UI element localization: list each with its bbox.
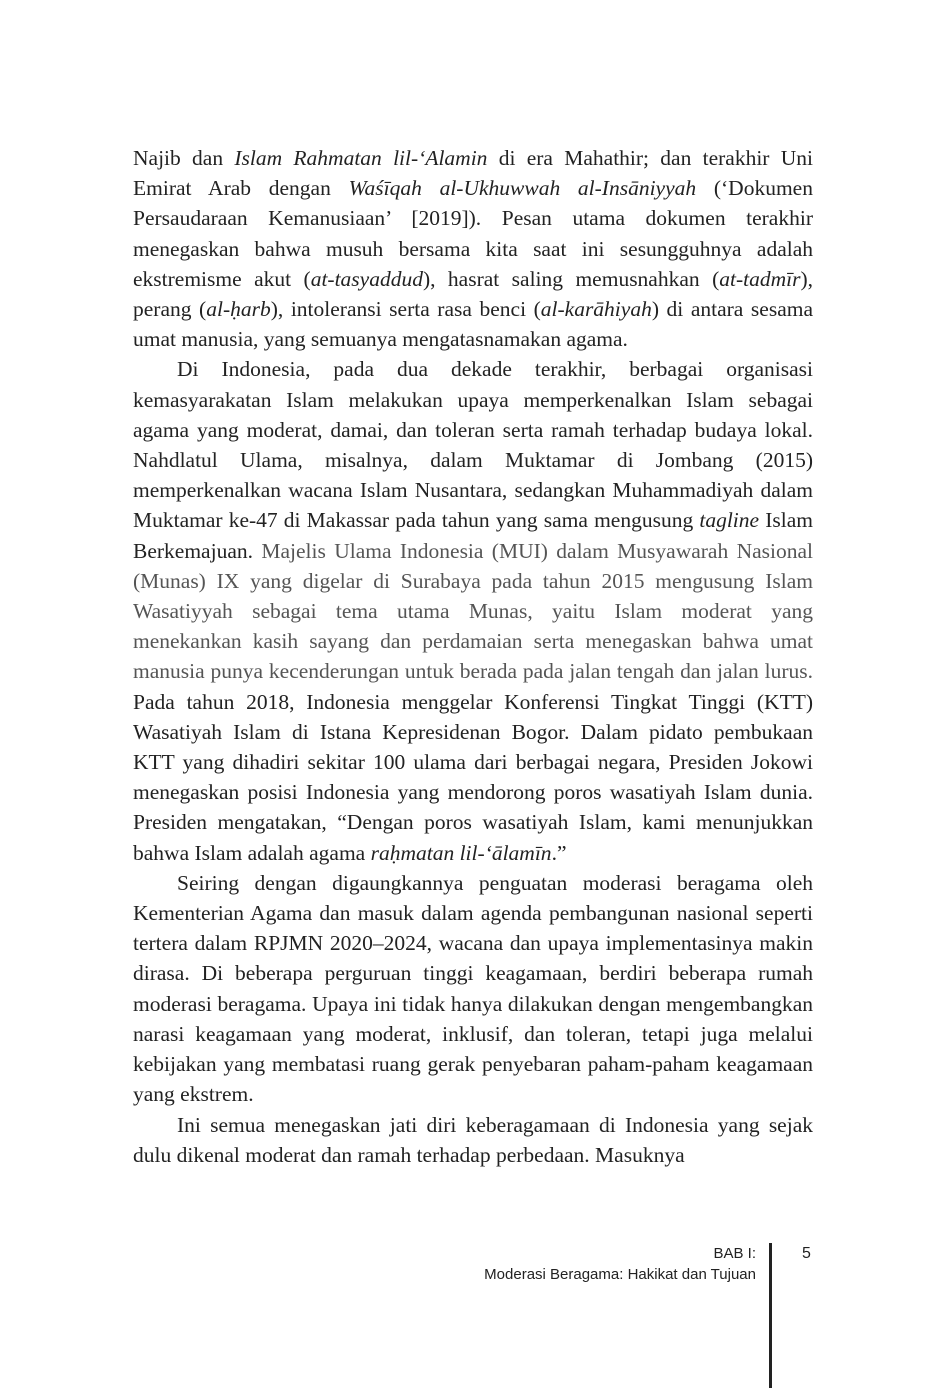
italic-term: al-ḥarb: [206, 297, 271, 322]
chapter-title: Moderasi Beragama: Hakikat dan Tujuan: [484, 1266, 756, 1283]
text-run: Majelis Ulama Indonesia (MUI) dalam Musyawarah Nasional (Munas) IX yang digelar di Surabaya pada tahun 2015 mengusung Islam Wasatiyyah sebagai tema utama Munas, yaitu Islam moderat yang menekankan kasih sayang dan perdamaian serta menegaskan bahwa umat manusia punya kecenderungan untuk berada pada jalan tengah dan jalan lurus.: [133, 538, 814, 684]
text-run: (‘Dokumen Persaudaraan Kemanusiaan’ [2019]). Pesan utama dokumen terakhir menegaskan bahwa musuh bersama kita saat ini sesungguhnya adalah ekstremisme akut (: [133, 176, 813, 291]
page-number: 5: [802, 1245, 811, 1262]
chapter-label: BAB I:: [713, 1245, 756, 1262]
text-run: di era Mahathir; dan terakhir Uni Emirat Arab dengan: [133, 146, 813, 201]
text-run: Islam Berkemajuan.: [133, 508, 813, 563]
italic-term: at-tadmīr: [719, 266, 801, 291]
body-text: [133, 143, 813, 1170]
text-run: ), intoleransi serta rasa benci (: [270, 297, 541, 322]
text-run: Ini semua menegaskan jati diri keberagamaan di Indonesia yang sejak dulu dikenal moderat dan ramah terhadap perbedaan. Masuknya: [133, 1112, 813, 1167]
italic-term: Waśīqah al-Ukhuwwah al-Insāniyyah: [348, 176, 697, 201]
text-run: ), hasrat saling memusnahkan (: [422, 266, 720, 291]
paragraph: [133, 868, 813, 1110]
text-run: ), perang (: [133, 266, 814, 322]
italic-term: tagline: [699, 508, 760, 533]
italic-term: raḥmatan lil-‘ālamīn: [370, 840, 552, 865]
text-run: Di Indonesia, pada dua dekade terakhir, berbagai organisasi kemasyarakatan Islam melakukan upaya memperkenalkan Islam sebagai agama yang moderat, damai, dan toleran serta ramah terhadap budaya lokal. Nahdlatul Ulama, misalnya, dalam Muktamar di Jombang (2015) memperkenalkan wacana Islam Nusantara, sedangkan Muhammadiyah dalam Muktamar ke-47 di Makassar pada tahun yang sama mengusung: [133, 357, 813, 533]
paragraph: [133, 354, 813, 867]
footer-divider: [769, 1243, 772, 1388]
italic-term: Islam Rahmatan lil-‘Alamin: [234, 146, 488, 170]
italic-term: al-karāhiyah: [540, 297, 652, 322]
text-run: ) di antara sesama umat manusia, yang semuanya mengatasnamakan agama.: [133, 297, 814, 352]
running-footer: [484, 1243, 756, 1285]
paragraph: [133, 143, 813, 354]
text-run: Pada tahun 2018, Indonesia menggelar Konferensi Tingkat Tinggi (KTT) Wasatiyah Islam di Istana Kepresidenan Bogor. Dalam pidato pembukaan KTT yang dihadiri sekitar 100 ulama dari berbagai negara, Presiden Jokowi menegaskan posisi Indonesia yang mendorong poros wasatiyah Islam dunia. Presiden mengatakan, “Dengan poros wasatiyah Islam, kami menunjukkan bahwa Islam adalah agama: [133, 689, 813, 865]
paragraph: [133, 1110, 813, 1170]
text-run: Najib dan: [133, 146, 235, 170]
text-run: Seiring dengan digaungkannya penguatan moderasi beragama oleh Kementerian Agama dan masuk dalam agenda pembangunan nasional seperti tertera dalam RPJMN 2020–2024, wacana dan upaya implementasinya makin dirasa. Di beberapa perguruan tinggi keagamaan, berdiri beberapa rumah moderasi beragama. Upaya ini tidak hanya dilakukan dengan mengembangkan narasi keagamaan yang moderat, inklusif, dan toleran, tetapi juga melalui kebijakan yang membatasi ruang gerak penyebaran paham-paham keagamaan yang ekstrem.: [133, 870, 813, 1107]
text-run: .”: [551, 840, 567, 865]
italic-term: at-tasyaddud: [310, 266, 423, 291]
